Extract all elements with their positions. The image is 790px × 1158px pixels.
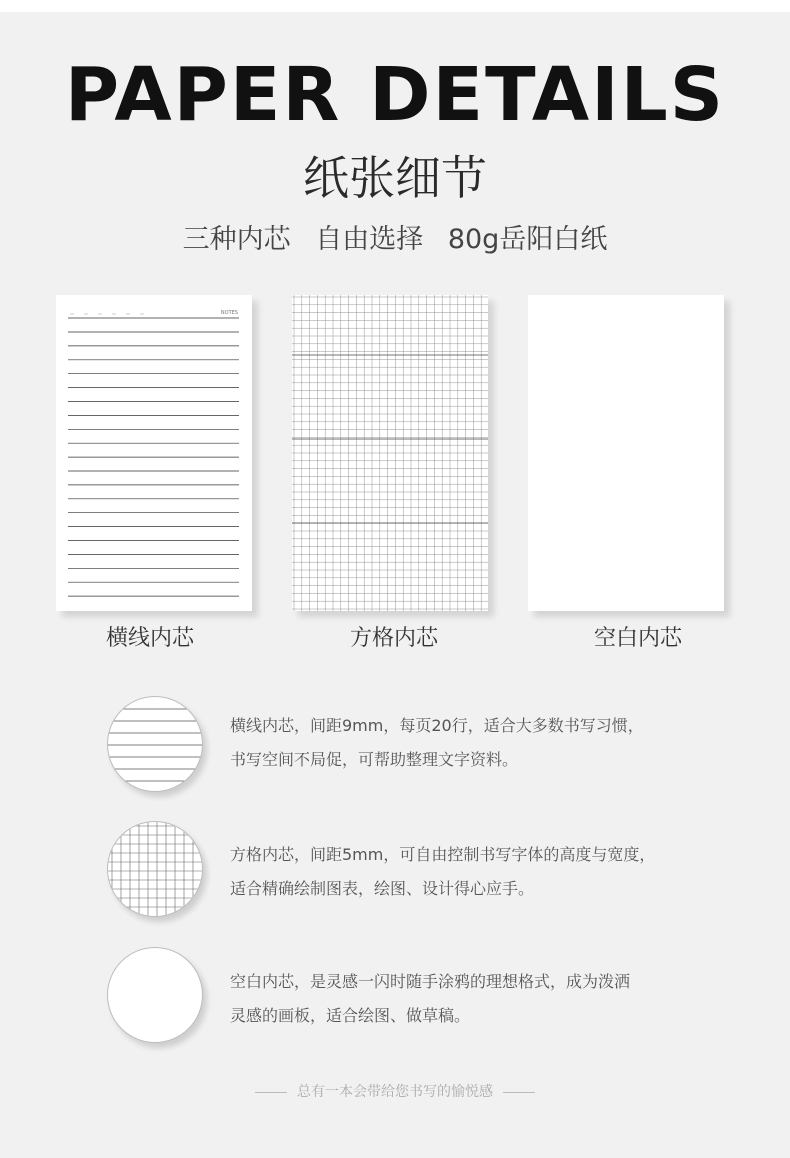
grid-paper-label: 方格内芯 [349, 626, 438, 651]
lined-swatch-icon [107, 696, 203, 792]
blank-swatch-icon [107, 947, 203, 1043]
grid-description-line1: 方格内芯，间距5mm，可自由控制书写字体的高度与宽度， [230, 845, 656, 864]
grid-paper-sample [292, 295, 488, 611]
lined-header-notes: NOTES [220, 310, 238, 316]
lined-paper-sample [56, 295, 252, 611]
footer-text: 总有一本会带给您书写的愉悦感 [297, 1084, 493, 1100]
page-title: PAPER DETAILS [64, 52, 726, 138]
grid-description-line2: 适合精确绘制图表，绘图、设计得心应手。 [230, 879, 535, 898]
lined-paper-illustration [56, 295, 252, 611]
blank-description-line2: 灵感的画板，适合绘图、做草稿。 [230, 1006, 471, 1025]
grid-description [230, 838, 750, 906]
blank-description-line1: 空白内芯，是灵感一闪时随手涂鸦的理想格式，成为泼洒 [230, 972, 631, 991]
lined-description-line1: 横线内芯，间距9mm，每页20行，适合大多数书写习惯， [230, 716, 644, 735]
page-tagline: 三种内芯 自由选择 80g岳阳白纸 [182, 224, 608, 255]
grid-swatch-icon [107, 821, 203, 917]
lined-description [230, 709, 750, 777]
lined-paper-label: 横线内芯 [105, 626, 194, 651]
blank-description [230, 965, 750, 1033]
footer-right-rule [503, 1092, 535, 1093]
blank-paper-sample [528, 295, 724, 611]
footer-slogan [0, 1080, 790, 1104]
grid-paper-illustration [292, 295, 488, 611]
blank-paper-label: 空白内芯 [593, 626, 682, 651]
page-subtitle: 纸张细节 [303, 151, 487, 205]
footer-left-rule [255, 1092, 287, 1093]
lined-description-line2: 书写空间不局促，可帮助整理文字资料。 [230, 750, 519, 769]
